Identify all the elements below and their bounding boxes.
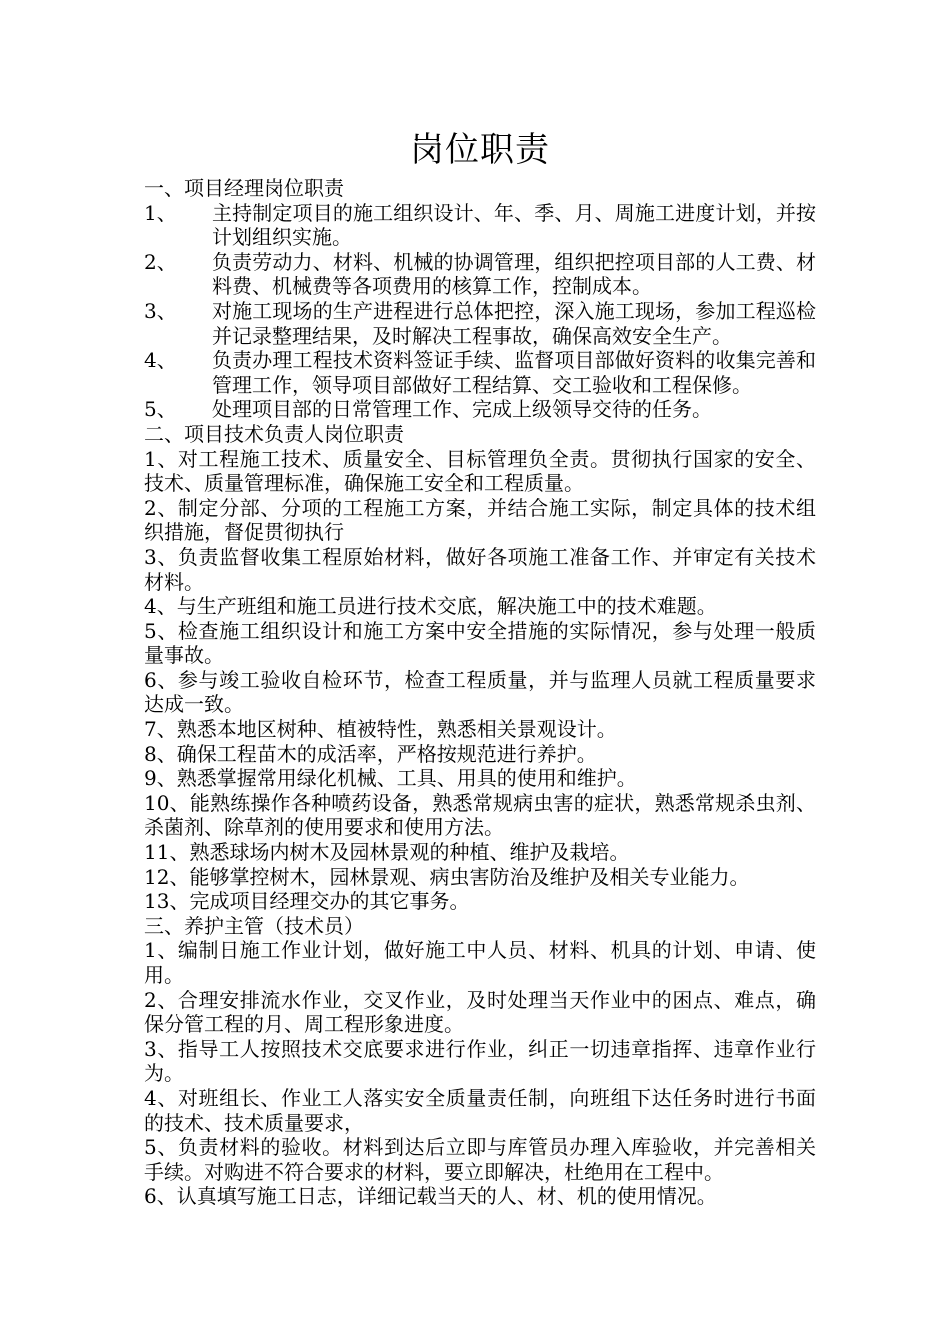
section-heading: 三、养护主管（技术员）: [144, 913, 364, 938]
item-number: 5、: [144, 397, 177, 422]
list-item: 3、负责监督收集工程原始材料，做好各项施工准备工作、并审定有关技术材料。: [144, 544, 816, 594]
list-item: [144, 397, 816, 422]
list-item: 2、制定分部、分项的工程施工方案，并结合施工实际，制定具体的技术组织措施，督促贯彻执行: [144, 495, 816, 545]
list-item: [144, 250, 816, 299]
document-page: [144, 126, 816, 1209]
document-title: 岗位职责: [410, 130, 550, 170]
list-item: 1、对工程施工技术、质量安全、目标管理负全责。贯彻执行国家的安全、技术、质量管理标准，确保施工安全和工程质量。: [144, 446, 816, 496]
list-item: [144, 348, 816, 397]
list-item: 13、完成项目经理交办的其它事务。: [144, 889, 470, 914]
list-item: 4、对班组长、作业工人落实安全质量责任制，向班组下达任务时进行书面的技术、技术质量要求，: [144, 1085, 816, 1135]
item-text: 处理项目部的日常管理工作、完成上级领导交待的任务。: [212, 397, 712, 422]
section-project-manager: [144, 176, 816, 422]
list-item: 9、熟悉掌握常用绿化机械、工具、用具的使用和维护。: [144, 766, 637, 791]
section-maintenance-supervisor: [144, 914, 816, 1209]
list-item: [144, 299, 816, 348]
list-item: 4、与生产班组和施工员进行技术交底，解决施工中的技术难题。: [144, 594, 717, 619]
list-item: 6、参与竣工验收自检环节，检查工程质量，并与监理人员就工程质量要求达成一致。: [144, 667, 816, 717]
list-item: 12、能够掌控树木，园林景观、病虫害防治及维护及相关专业能力。: [144, 864, 750, 889]
list-item: 5、负责材料的验收。材料到达后立即与库管员办理入库验收，并完善相关手续。对购进不符合要求的材料，要立即解决，杜绝用在工程中。: [144, 1135, 816, 1184]
list-item: 10、能熟练操作各种喷药设备，熟悉常规病虫害的症状，熟悉常规杀虫剂、杀菌剂、除草剂的使用要求和使用方法。: [144, 790, 816, 840]
item-number: 1、: [144, 200, 177, 225]
list-item: 11、熟悉球场内树木及园林景观的种植、维护及栽培。: [144, 840, 630, 865]
document-body: [144, 176, 816, 1209]
item-number: 2、: [144, 249, 177, 274]
item-text: 负责办理工程技术资料签证手续、监督项目部做好资料的收集完善和管理工作，领导项目部做好工程结算、交工验收和工程保修。: [212, 348, 816, 397]
list-item: 8、确保工程苗木的成活率，严格按规范进行养护。: [144, 741, 597, 766]
item-number: 4、: [144, 348, 177, 373]
list-item: 1、编制日施工作业计划，做好施工中人员、材料、机具的计划、申请、使用。: [144, 938, 816, 987]
section-heading: 一、项目经理岗位职责: [144, 176, 344, 200]
list-item: 6、认真填写施工日志，详细记载当天的人、材、机的使用情况。: [144, 1184, 717, 1209]
section-technical-lead: [144, 422, 816, 914]
section-heading: 二、项目技术负责人岗位职责: [144, 421, 404, 446]
list-item: 3、指导工人按照技术交底要求进行作业，纠正一切违章指挥、违章作业行为。: [144, 1036, 816, 1086]
item-number: 3、: [144, 298, 177, 323]
list-item: [144, 201, 816, 250]
item-text: 对施工现场的生产进程进行总体把控，深入施工现场，参加工程巡检并记录整理结果，及时解决工程事故，确保高效安全生产。: [212, 298, 816, 348]
list-item: 2、合理安排流水作业，交叉作业，及时处理当天作业中的困点、难点，确保分管工程的月、周工程形象进度。: [144, 987, 816, 1037]
item-text: 负责劳动力、材料、机械的协调管理，组织把控项目部的人工费、材料费、机械费等各项费用的核算工作，控制成本。: [212, 249, 816, 299]
item-text: 主持制定项目的施工组织设计、年、季、月、周施工进度计划，并按计划组织实施。: [212, 200, 816, 250]
list-item: 7、熟悉本地区树种、植被特性，熟悉相关景观设计。: [144, 717, 617, 742]
list-item: 5、检查施工组织设计和施工方案中安全措施的实际情况，参与处理一般质量事故。: [144, 618, 816, 668]
